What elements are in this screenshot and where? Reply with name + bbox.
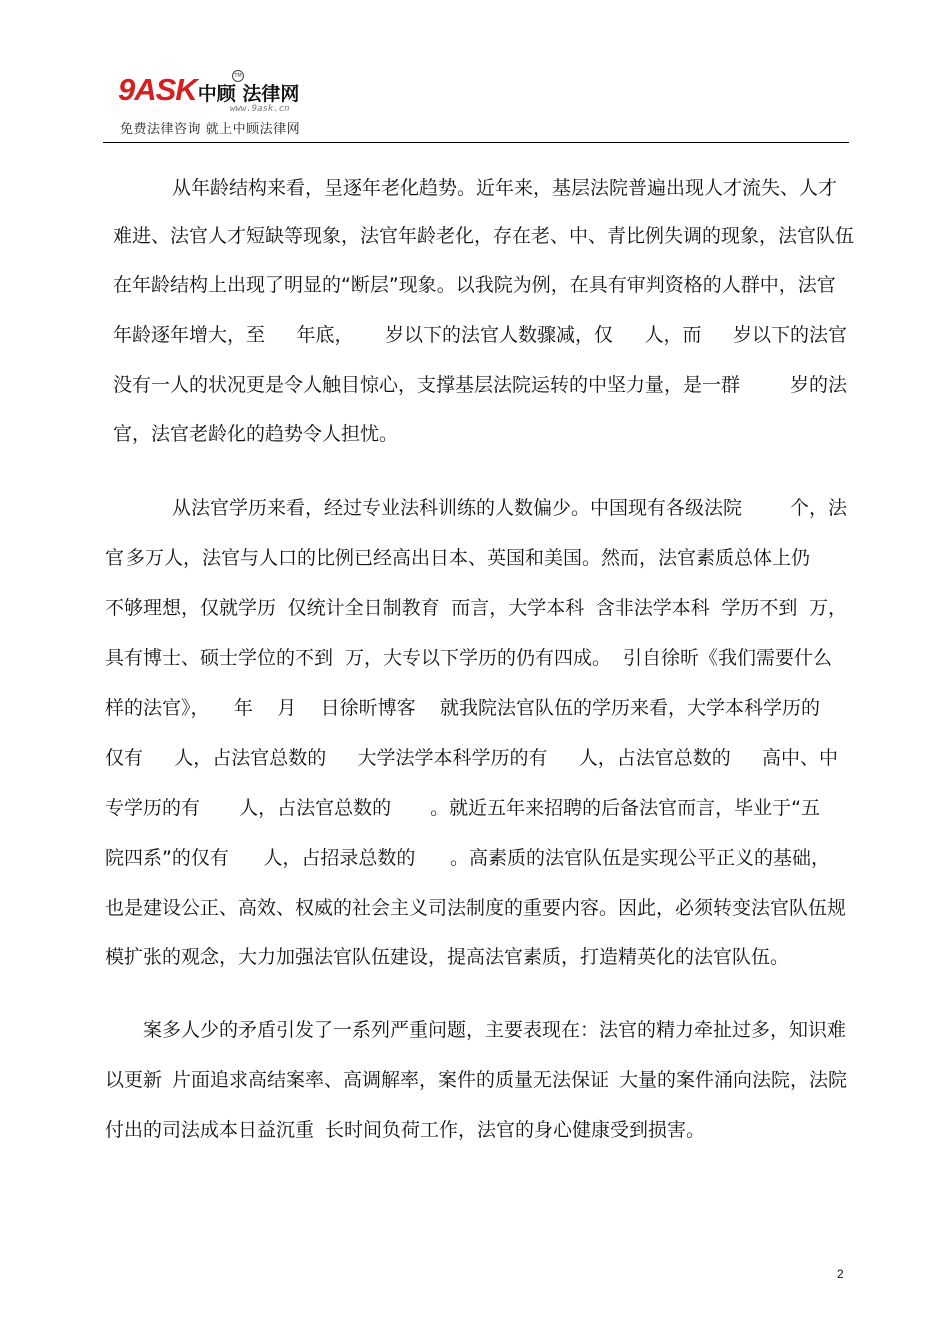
text-segment: 难进、法官人才短缺等现象，法官年龄老化，存在老、中、青比例失调的现象，法官队伍 (113, 225, 855, 247)
text-segment: 具有博士、硕士学位的不到 (105, 647, 334, 669)
text-segment: 引自徐昕《我们需要什么 (622, 647, 832, 669)
text-segment: 模扩张的观念，大力加强法官队伍建设，提高法官素质，打造精英化的法官队伍。 (105, 946, 790, 968)
text-segment: 年 (233, 697, 253, 719)
text-segment: 院四系”的仅有 (105, 847, 229, 869)
text-segment: 以更新 (105, 1069, 163, 1091)
text-line (172, 497, 847, 519)
text-segment: 不够理想，仅就学历 (105, 597, 277, 619)
text-segment: 个，法 (789, 497, 847, 519)
text-segment: 岁以下的法官人数骤减，仅 (384, 324, 613, 346)
text-segment: 仅有 (105, 747, 144, 769)
text-line (105, 697, 820, 719)
logo-tagline: 免费法律咨询 就上中顾法律网 (120, 122, 301, 137)
text-segment: 付出的司法成本日益沉重 (105, 1119, 315, 1141)
logo-name: 中顾 法律网 (197, 83, 300, 105)
text-segment: 在年龄结构上出现了明显的“断层”现象。以我院为例，在具有审判资格的人群中，法官 (113, 274, 836, 296)
text-segment: 日徐昕博客 (320, 697, 416, 719)
header-logo (118, 72, 301, 137)
header-divider (103, 142, 849, 143)
text-line (105, 1069, 847, 1091)
text-segment: 人，占法官总数的 (174, 747, 327, 769)
text-segment: 从法官学历来看，经过专业法科训练的人数偏少。中国现有各级法院 (172, 497, 743, 519)
text-segment: 官，法官老龄化的趋势令人担忧。 (113, 423, 399, 445)
text-segment: 万， (808, 597, 847, 619)
text-segment: 岁以下的法官 (732, 324, 847, 346)
text-segment: 。高素质的法官队伍是实现公平正义的基础， (449, 847, 830, 869)
text-line (105, 597, 847, 619)
text-line (105, 797, 820, 819)
text-segment: 案多人少的矛盾引发了一系列严重问题，主要表现在：法官的精力牵扯过多，知识难 (143, 1019, 847, 1041)
text-segment: 而言，大学本科 (451, 597, 585, 619)
text-line (113, 324, 847, 346)
text-segment: 高中、中 (761, 747, 838, 769)
text-segment: 专学历的有 (105, 797, 201, 819)
text-line (105, 747, 838, 769)
text-segment: 没有一人的状况更是令人触目惊心，支撑基层法院运转的中坚力量，是一群 (113, 374, 741, 396)
text-segment: 长时间负荷工作，法官的身心健康受到损害。 (324, 1119, 705, 1141)
text-segment: 月 (277, 697, 297, 719)
text-segment: 年龄逐年增大，至 (113, 324, 266, 346)
text-line (105, 647, 832, 669)
page-number: 2 (837, 1267, 844, 1281)
text-segment: 年底， (296, 324, 354, 346)
text-line (105, 847, 830, 869)
logo-row (118, 74, 299, 107)
text-segment: 从年龄结构来看，呈逐年老化趋势。近年来，基层法院普遍出现人才流失、人才 (172, 177, 838, 199)
text-segment: 岁的法 (789, 374, 847, 396)
text-segment: 大学法学本科学历的有 (357, 747, 548, 769)
text-segment: 万，大专以下学历的仍有四成。 (344, 647, 611, 669)
text-segment: 样的法官》， (105, 697, 210, 719)
text-segment: 学历不到 (721, 597, 798, 619)
text-segment: 人，而 (644, 324, 702, 346)
text-segment: 人，占招录总数的 (263, 847, 416, 869)
text-segment: 多万人，法官与人口的比例已经高出日本、英国和美国。然而，法官素质总体上仍 (125, 547, 810, 569)
text-segment: 人，占法官总数的 (578, 747, 731, 769)
text-line (105, 946, 789, 968)
text-segment: 片面追求高结案率、高调解率，案件的质量无法保证 (171, 1069, 609, 1091)
text-segment: 含非法学本科 (595, 597, 710, 619)
text-segment: 就我院法官队伍的学历来看，大学本科学历的 (439, 697, 820, 719)
text-segment: 大量的案件涌向法院，法院 (618, 1069, 847, 1091)
text-line (113, 274, 847, 296)
text-segment: 人，占法官总数的 (239, 797, 392, 819)
text-segment: 仅统计全日制教育 (287, 597, 440, 619)
text-line (105, 547, 810, 569)
logo-url: www.9ask.cn (230, 104, 290, 114)
text-segment: 官 (105, 547, 125, 569)
text-line (113, 423, 398, 445)
trademark-icon: TM (232, 70, 244, 82)
logo-mark: 9ASK (118, 72, 197, 107)
text-line (172, 177, 847, 199)
text-line (143, 1019, 847, 1041)
text-segment: 也是建设公正、高效、权威的社会主义司法制度的重要内容。因此，必须转变法官队伍规 (105, 897, 847, 919)
text-line (113, 374, 847, 396)
text-segment: 。就近五年来招聘的后备法官而言，毕业于“五 (430, 797, 820, 819)
text-line (105, 897, 847, 919)
text-line (113, 225, 855, 247)
text-line (105, 1119, 705, 1141)
